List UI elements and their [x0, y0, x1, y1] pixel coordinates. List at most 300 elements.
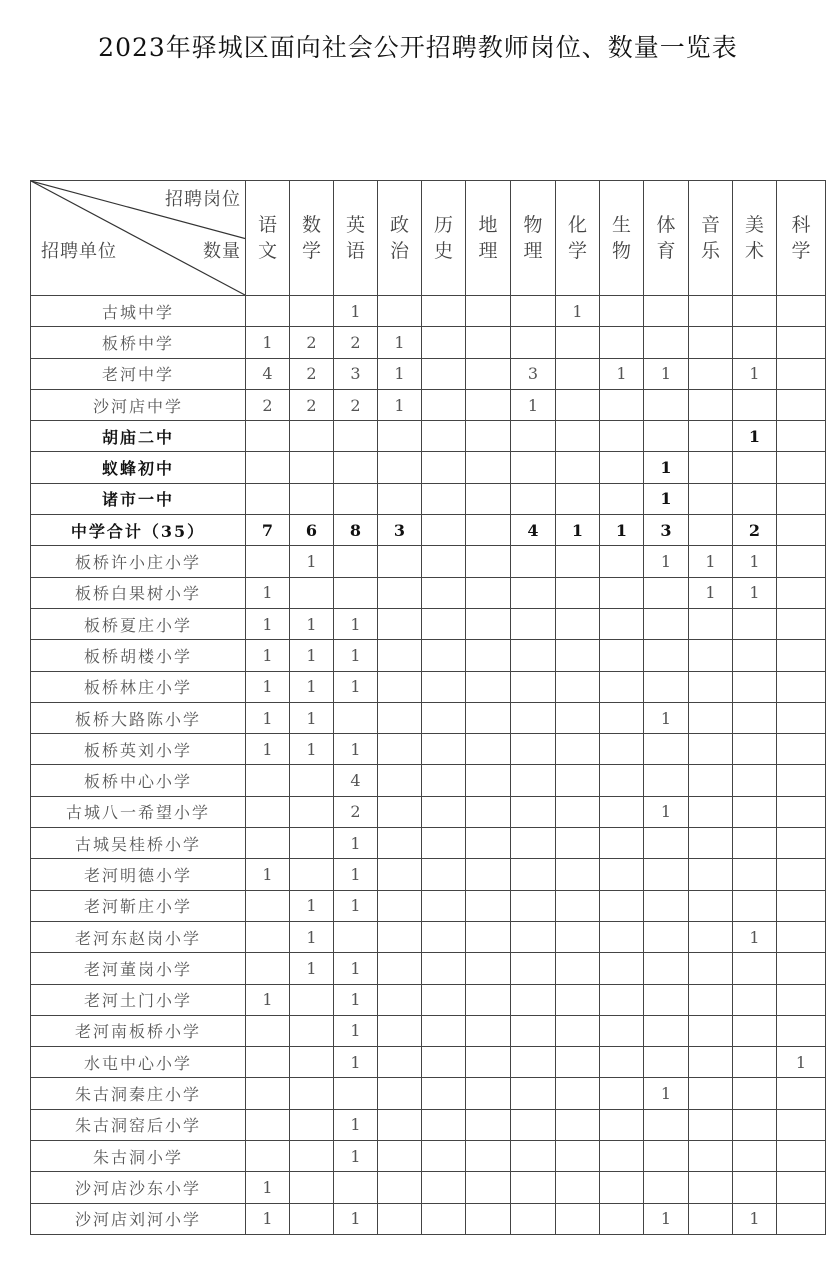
count-cell [290, 1203, 334, 1234]
count-cell [777, 671, 826, 702]
unit-name-cell: 蚁蜂初中 [31, 452, 246, 483]
count-cell [290, 1047, 334, 1078]
count-cell [733, 702, 777, 733]
count-cell [733, 734, 777, 765]
count-cell [777, 358, 826, 389]
unit-name-cell: 朱古洞小学 [31, 1141, 246, 1172]
count-cell [644, 1141, 689, 1172]
count-cell [422, 577, 466, 608]
count-cell [378, 1141, 422, 1172]
count-cell [689, 1141, 733, 1172]
count-cell [644, 327, 689, 358]
count-cell [511, 640, 556, 671]
column-header-char: 物 [611, 240, 631, 262]
count-cell [644, 1015, 689, 1046]
count-cell: 1 [334, 608, 378, 639]
count-cell [511, 483, 556, 514]
count-cell [378, 608, 422, 639]
count-cell [644, 953, 689, 984]
unit-name-cell: 中学合计（35） [31, 515, 246, 546]
count-cell [378, 984, 422, 1015]
count-cell [422, 953, 466, 984]
count-cell [246, 1078, 290, 1109]
count-cell: 1 [290, 921, 334, 952]
count-cell [556, 671, 600, 702]
count-cell [733, 1172, 777, 1203]
count-cell [600, 421, 644, 452]
count-cell [466, 890, 511, 921]
count-cell: 3 [511, 358, 556, 389]
count-cell: 1 [246, 608, 290, 639]
count-cell [777, 953, 826, 984]
count-cell [511, 765, 556, 796]
count-cell [600, 671, 644, 702]
count-cell [556, 953, 600, 984]
count-cell [290, 296, 334, 327]
count-cell [511, 1047, 556, 1078]
count-cell [422, 1047, 466, 1078]
count-cell [466, 1078, 511, 1109]
count-cell: 1 [334, 296, 378, 327]
count-cell [777, 546, 826, 577]
count-cell [246, 546, 290, 577]
count-cell [246, 1047, 290, 1078]
unit-name-cell: 沙河店沙东小学 [31, 1172, 246, 1203]
count-cell [733, 327, 777, 358]
count-cell [600, 546, 644, 577]
count-cell [422, 796, 466, 827]
unit-name-cell: 沙河店中学 [31, 389, 246, 420]
count-cell [644, 984, 689, 1015]
count-cell [246, 796, 290, 827]
count-cell [556, 796, 600, 827]
table-row [31, 1172, 826, 1203]
count-cell [378, 796, 422, 827]
count-cell: 1 [290, 608, 334, 639]
count-cell [556, 765, 600, 796]
count-cell [556, 921, 600, 952]
count-cell [422, 608, 466, 639]
count-cell: 1 [733, 577, 777, 608]
unit-name-cell: 胡庙二中 [31, 421, 246, 452]
count-cell: 1 [334, 1203, 378, 1234]
count-cell [733, 452, 777, 483]
count-cell [378, 921, 422, 952]
count-cell [689, 953, 733, 984]
count-cell: 1 [689, 577, 733, 608]
count-cell [466, 421, 511, 452]
count-cell [600, 296, 644, 327]
count-cell [334, 483, 378, 514]
count-cell [556, 1015, 600, 1046]
count-cell [556, 1172, 600, 1203]
count-cell [556, 1141, 600, 1172]
column-header [246, 181, 290, 296]
count-cell [556, 421, 600, 452]
count-cell [556, 577, 600, 608]
table-row [31, 702, 826, 733]
count-cell [290, 1078, 334, 1109]
count-cell [378, 640, 422, 671]
count-cell [600, 577, 644, 608]
count-cell [422, 327, 466, 358]
count-cell: 8 [334, 515, 378, 546]
count-cell: 1 [246, 1203, 290, 1234]
table-row [31, 796, 826, 827]
count-cell: 1 [556, 515, 600, 546]
count-cell [777, 702, 826, 733]
count-cell [600, 1047, 644, 1078]
table-row [31, 1141, 826, 1172]
count-cell [422, 1015, 466, 1046]
count-cell [466, 1172, 511, 1203]
count-cell: 6 [290, 515, 334, 546]
count-cell [644, 734, 689, 765]
count-cell [733, 984, 777, 1015]
count-cell [556, 1203, 600, 1234]
count-cell [466, 452, 511, 483]
count-cell [422, 483, 466, 514]
count-cell [378, 765, 422, 796]
count-cell [246, 1015, 290, 1046]
count-cell [600, 452, 644, 483]
count-cell [422, 546, 466, 577]
count-cell: 1 [334, 1109, 378, 1140]
unit-name-cell: 老河中学 [31, 358, 246, 389]
count-cell [466, 984, 511, 1015]
count-cell [246, 1109, 290, 1140]
count-cell: 1 [246, 859, 290, 890]
count-cell [334, 421, 378, 452]
count-cell [689, 859, 733, 890]
count-cell [777, 1172, 826, 1203]
count-cell: 4 [334, 765, 378, 796]
count-cell [689, 1015, 733, 1046]
unit-name-cell: 沙河店刘河小学 [31, 1203, 246, 1234]
column-header-char: 政 [389, 214, 409, 236]
count-cell [378, 452, 422, 483]
count-cell: 1 [644, 546, 689, 577]
count-cell [290, 1109, 334, 1140]
count-cell [466, 921, 511, 952]
count-cell [733, 1078, 777, 1109]
count-cell [378, 1109, 422, 1140]
count-cell [466, 859, 511, 890]
table-row [31, 358, 826, 389]
count-cell [733, 1109, 777, 1140]
count-cell [422, 296, 466, 327]
count-cell [511, 327, 556, 358]
count-cell [644, 859, 689, 890]
table-row [31, 1047, 826, 1078]
count-cell: 1 [733, 546, 777, 577]
table-row [31, 1203, 826, 1234]
count-cell [334, 702, 378, 733]
count-cell [422, 1172, 466, 1203]
count-cell: 1 [334, 984, 378, 1015]
count-cell [378, 577, 422, 608]
count-cell [689, 890, 733, 921]
table-row [31, 421, 826, 452]
count-cell [511, 1078, 556, 1109]
unit-name-cell: 板桥夏庄小学 [31, 608, 246, 639]
count-cell: 1 [334, 953, 378, 984]
table-row [31, 859, 826, 890]
count-cell [556, 546, 600, 577]
table-row [31, 483, 826, 514]
table-row [31, 671, 826, 702]
count-cell [600, 640, 644, 671]
count-cell [290, 1141, 334, 1172]
count-cell: 1 [334, 671, 378, 702]
column-header-char: 术 [744, 240, 764, 262]
unit-name-cell: 水屯中心小学 [31, 1047, 246, 1078]
table-row [31, 1109, 826, 1140]
count-cell: 1 [644, 452, 689, 483]
column-header [511, 181, 556, 296]
count-cell: 1 [290, 640, 334, 671]
unit-name-cell: 诸市一中 [31, 483, 246, 514]
count-cell [511, 984, 556, 1015]
count-cell: 2 [290, 327, 334, 358]
count-cell [689, 796, 733, 827]
unit-name-cell: 板桥大路陈小学 [31, 702, 246, 733]
count-cell [556, 702, 600, 733]
count-cell [600, 953, 644, 984]
table-row [31, 765, 826, 796]
unit-name-cell: 板桥林庄小学 [31, 671, 246, 702]
count-cell: 1 [689, 546, 733, 577]
count-cell [600, 1078, 644, 1109]
count-cell [733, 953, 777, 984]
count-cell: 2 [290, 389, 334, 420]
count-cell: 1 [556, 296, 600, 327]
unit-name-cell: 老河东赵岗小学 [31, 921, 246, 952]
count-cell [689, 734, 733, 765]
count-cell [290, 859, 334, 890]
count-cell [689, 828, 733, 859]
count-cell [556, 608, 600, 639]
count-cell [466, 1047, 511, 1078]
count-cell [466, 546, 511, 577]
count-cell: 1 [246, 671, 290, 702]
table-row [31, 452, 826, 483]
count-cell [246, 1141, 290, 1172]
count-cell [644, 765, 689, 796]
table-row [31, 1078, 826, 1109]
count-cell [644, 640, 689, 671]
column-header-char: 学 [567, 240, 587, 262]
count-cell [378, 1172, 422, 1203]
count-cell: 1 [733, 1203, 777, 1234]
count-cell [689, 921, 733, 952]
count-cell [422, 389, 466, 420]
count-cell: 1 [334, 734, 378, 765]
count-cell [466, 515, 511, 546]
count-cell [689, 389, 733, 420]
count-cell: 1 [334, 1047, 378, 1078]
count-cell [246, 921, 290, 952]
unit-name-cell: 古城吴桂桥小学 [31, 828, 246, 859]
count-cell: 1 [777, 1047, 826, 1078]
count-cell [600, 608, 644, 639]
count-cell [422, 734, 466, 765]
count-cell [466, 640, 511, 671]
count-cell [466, 296, 511, 327]
unit-name-cell: 板桥白果树小学 [31, 577, 246, 608]
count-cell: 1 [733, 921, 777, 952]
count-cell: 2 [334, 389, 378, 420]
count-cell [466, 765, 511, 796]
count-cell [644, 671, 689, 702]
column-header-char: 史 [433, 240, 453, 262]
count-cell [511, 828, 556, 859]
count-cell [600, 1109, 644, 1140]
count-cell [689, 984, 733, 1015]
count-cell [334, 546, 378, 577]
table-row [31, 640, 826, 671]
count-cell [777, 796, 826, 827]
count-cell [600, 828, 644, 859]
count-cell [246, 765, 290, 796]
count-cell [422, 640, 466, 671]
count-cell: 1 [378, 358, 422, 389]
count-cell [246, 953, 290, 984]
count-cell [246, 828, 290, 859]
count-cell [246, 452, 290, 483]
count-cell [777, 828, 826, 859]
count-cell [777, 640, 826, 671]
count-cell [689, 671, 733, 702]
count-cell [422, 1203, 466, 1234]
column-header-char: 生 [611, 214, 631, 236]
count-cell: 1 [290, 890, 334, 921]
count-cell [689, 608, 733, 639]
count-cell [378, 1203, 422, 1234]
column-header-char: 语 [257, 214, 277, 236]
column-header-char: 学 [791, 240, 811, 262]
page-title: 2023年驿城区面向社会公开招聘教师岗位、数量一览表 [98, 33, 738, 62]
count-cell: 1 [290, 734, 334, 765]
count-cell [689, 515, 733, 546]
count-cell [600, 1203, 644, 1234]
count-cell [511, 890, 556, 921]
count-cell [466, 828, 511, 859]
count-cell [556, 859, 600, 890]
count-cell [466, 1203, 511, 1234]
count-cell [466, 1015, 511, 1046]
count-cell [378, 421, 422, 452]
count-cell [378, 483, 422, 514]
count-cell [290, 1015, 334, 1046]
count-cell [733, 1047, 777, 1078]
count-cell [556, 828, 600, 859]
count-cell [600, 389, 644, 420]
count-cell [511, 1203, 556, 1234]
count-cell [422, 921, 466, 952]
count-cell [600, 1172, 644, 1203]
column-header [644, 181, 689, 296]
count-cell [689, 421, 733, 452]
count-cell: 1 [246, 1172, 290, 1203]
count-cell [466, 734, 511, 765]
table-row [31, 828, 826, 859]
count-cell: 1 [334, 890, 378, 921]
count-cell [378, 953, 422, 984]
count-cell [511, 953, 556, 984]
count-cell: 1 [246, 640, 290, 671]
count-cell [378, 1078, 422, 1109]
table-row [31, 515, 826, 546]
unit-name-cell: 老河土门小学 [31, 984, 246, 1015]
count-cell [556, 1078, 600, 1109]
column-header-char: 科 [791, 214, 811, 236]
count-cell [290, 984, 334, 1015]
count-cell [777, 608, 826, 639]
count-cell [600, 765, 644, 796]
count-cell [466, 389, 511, 420]
count-cell: 1 [733, 358, 777, 389]
count-cell [556, 734, 600, 765]
count-cell [600, 890, 644, 921]
count-cell [466, 1141, 511, 1172]
count-cell [733, 765, 777, 796]
count-cell: 1 [290, 546, 334, 577]
count-cell [378, 890, 422, 921]
count-cell [600, 796, 644, 827]
count-cell [246, 483, 290, 514]
count-cell [466, 327, 511, 358]
count-cell: 1 [511, 389, 556, 420]
table-row [31, 577, 826, 608]
count-cell: 1 [246, 702, 290, 733]
count-cell [466, 796, 511, 827]
count-cell [600, 859, 644, 890]
count-cell [644, 1172, 689, 1203]
count-cell [290, 765, 334, 796]
count-cell [422, 984, 466, 1015]
count-cell [334, 921, 378, 952]
count-cell [511, 734, 556, 765]
count-cell [511, 296, 556, 327]
count-cell [290, 577, 334, 608]
count-cell [334, 1078, 378, 1109]
unit-name-cell: 老河董岗小学 [31, 953, 246, 984]
count-cell [644, 890, 689, 921]
column-header [378, 181, 422, 296]
count-cell [777, 890, 826, 921]
table-row [31, 546, 826, 577]
count-cell: 1 [290, 671, 334, 702]
count-cell [378, 671, 422, 702]
column-header [422, 181, 466, 296]
count-cell [556, 1047, 600, 1078]
column-header-char: 化 [567, 214, 587, 236]
count-cell [689, 765, 733, 796]
count-cell [777, 734, 826, 765]
count-cell [733, 828, 777, 859]
column-header [777, 181, 826, 296]
count-cell [556, 327, 600, 358]
count-cell [644, 1047, 689, 1078]
count-cell: 1 [334, 859, 378, 890]
count-cell [422, 421, 466, 452]
count-cell [556, 483, 600, 514]
count-cell [733, 1141, 777, 1172]
column-header [733, 181, 777, 296]
count-cell: 4 [246, 358, 290, 389]
count-cell [777, 389, 826, 420]
